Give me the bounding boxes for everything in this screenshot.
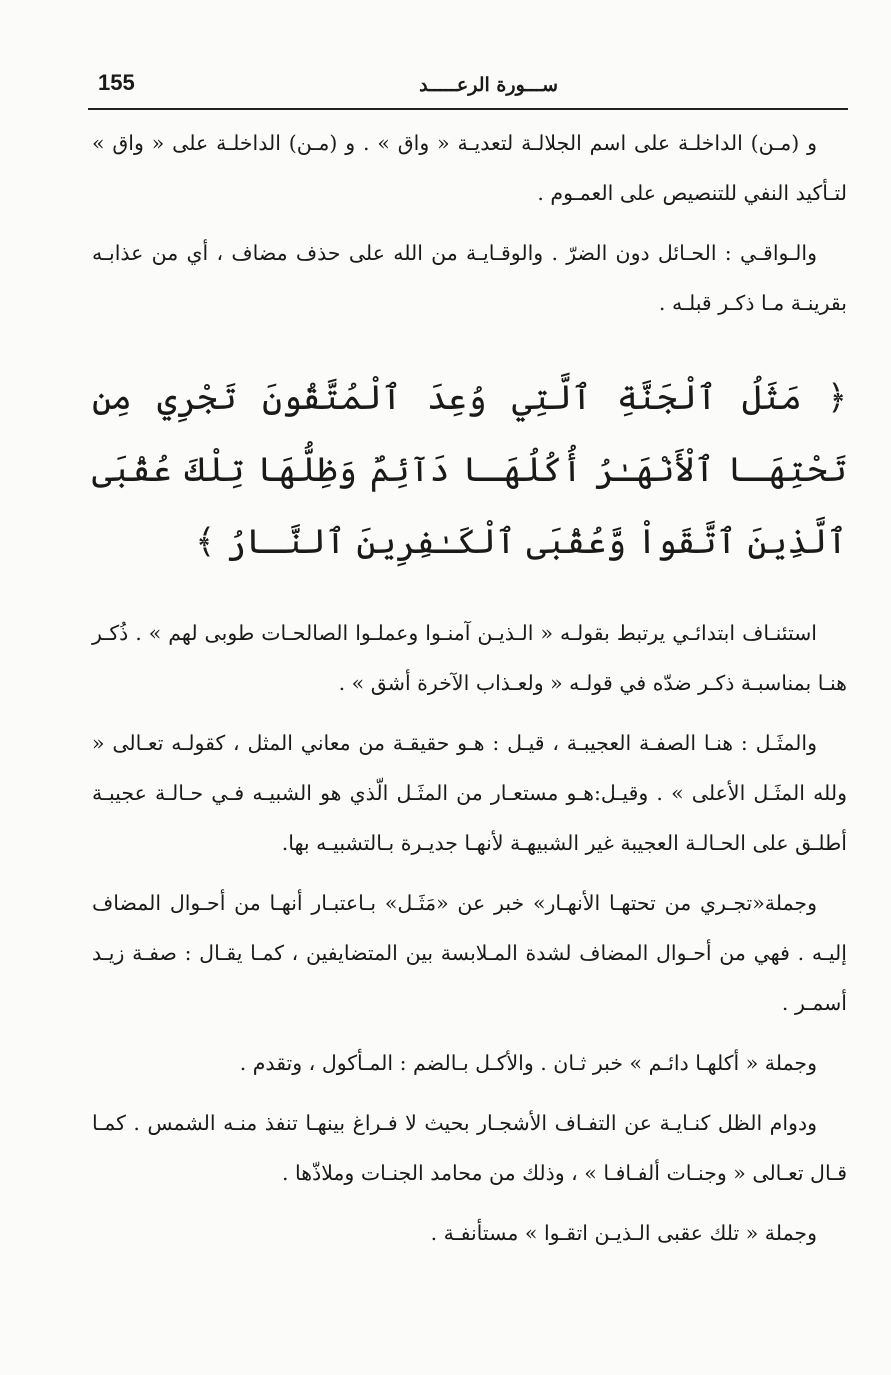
paragraph-isti-naf: استئنـاف ابتدائـي يرتبط بقولـه « الـذيـن آمنـوا وعملـوا الصالحـات طوبى لهم » . ذُكـر هنـا بمناسبـة ذكـر ضدّه في قولـه « ولعـذاب الآخرة أشق » . bbox=[92, 621, 847, 695]
quran-verse: ﴿ مَثَلُ ٱلْجَنَّةِ ٱلَّتِي وُعِدَ ٱلْمُتَّقُونَ تَجْرِي مِن تَحْتِهَـا ٱلْأَنْهَـٰرُ أُكُلُهَـا دَآئِمٌ وَظِلُّهَا تِلْكَ عُقْبَى ٱلَّذِينَ ٱتَّقَواْ وَّعُقْبَى ٱلْكَـٰفِرِينَ ٱلنَّـارُ ﴾ bbox=[92, 378, 847, 562]
running-title: ســـورة الرعـــــد bbox=[419, 74, 558, 96]
page-body bbox=[92, 118, 847, 1268]
paragraph-dawam-al-zill: ودوام الظل كنـايـة عن التفـاف الأشجـار بحيث لا فـراغ بينهـا تنفذ منـه الشمس . كمـا قـال تعـالى « وجنـات ألفـافـا » ، وذلك من محامد الجنـات وملاذّها . bbox=[92, 1111, 847, 1185]
paragraph-tilka-uqba: وجملة « تلك عقبى الـذيـن اتقـوا » مستأنفـة . bbox=[430, 1221, 817, 1245]
paragraph-min-explanation: و (مـن) الداخلـة على اسم الجلالـة لتعديـة « واق » . و (مـن) الداخلـة على « واق » لتـأكيد النفي للتنصيص على العمـوم . bbox=[92, 131, 847, 205]
paragraph-ukuluha: وجملة « أكلهـا دائـم » خبر ثـان . والأكـل بـالضم : المـأكول ، وتقدم . bbox=[239, 1051, 817, 1075]
page-header bbox=[88, 68, 848, 110]
paragraph-al-mathal: والمثَـل : هنـا الصفـة العجيبـة ، قيـل : هـو حقيقـة من معاني المثل ، كقولـه تعـالى « ولله المثَـل الأعلى » . وقيـل:هـو مستعـار من المثَـل الّذي هو الشبيـه فـي حـالـة عجيبـة أطلـق على الحـالـة العجيبة غير الشبيهـة لأنهـا جديـرة بـالتشبيـه بها. bbox=[92, 731, 847, 855]
page-number: 155 bbox=[98, 70, 135, 95]
paragraph-al-waqi: والـواقـي : الحـائل دون الضرّ . والوقـايـة من الله على حذف مضاف ، أي من عذابـه بقرينـة مـا ذكـر قبلـه . bbox=[92, 241, 847, 315]
paragraph-tajri: وجملة«تجـري من تحتهـا الأنهـار» خبر عن «مَثَـل» بـاعتبـار أنهـا من أحـوال المضاف إليـه . فهي من أحـوال المضاف لشدة المـلابسة بين المتضايفين ، كمـا يقـال : صفـة زيـد أسمـر . bbox=[92, 891, 847, 1015]
